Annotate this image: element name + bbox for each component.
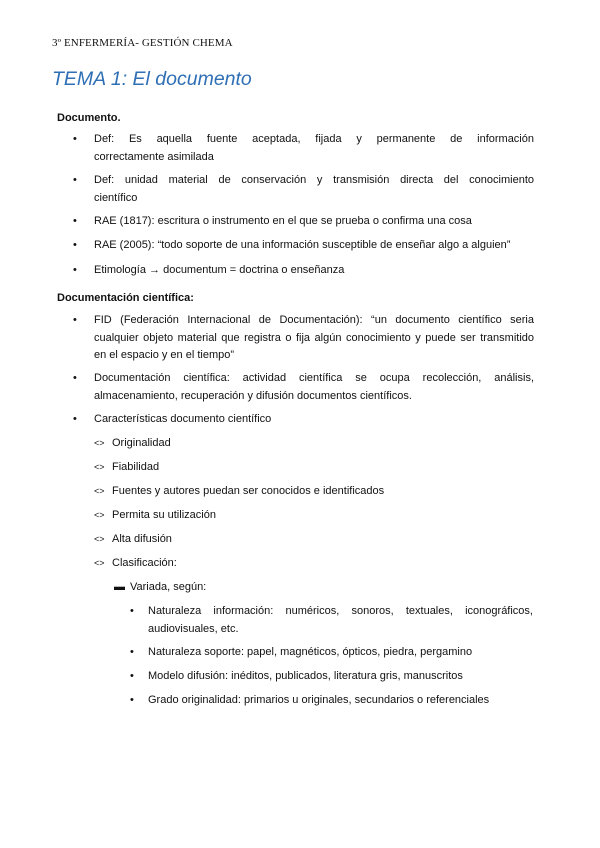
list-item bbox=[94, 131, 534, 166]
section-heading-documento: Documento. bbox=[57, 112, 121, 124]
section-heading-documentacion-cientifica: Documentación científica: bbox=[57, 292, 194, 304]
list-item-line: audiovisuales, etc. bbox=[148, 622, 239, 635]
arrow-bullet-icon: <> bbox=[94, 510, 105, 520]
list-item bbox=[94, 262, 534, 280]
list-item-line: Def: unidad material de conservación y transmisión directa del conocimiento bbox=[94, 174, 534, 186]
list-item: Fuentes y autores puedan ser conocidos e identificados bbox=[112, 485, 385, 497]
bullet-icon: • bbox=[73, 174, 77, 186]
list-item bbox=[94, 237, 534, 255]
arrow-bullet-icon: <> bbox=[94, 462, 105, 472]
page-header: 3º ENFERMERÍA- GESTIÓN CHEMA bbox=[52, 37, 233, 49]
bullet-icon: • bbox=[130, 646, 134, 658]
list-item-line: cualquier objeto material que registra o fija algún conocimiento y puede ser transmitido bbox=[94, 331, 534, 344]
list-item-line: Naturaleza soporte: papel, magnéticos, ópticos, piedra, pergamino bbox=[148, 646, 473, 658]
bullet-icon: • bbox=[73, 264, 77, 276]
list-item-line: Documentación científica: actividad científica se ocupa recolección, análisis, bbox=[94, 372, 534, 384]
list-item-line: RAE (1817): escritura o instrumento en el que se prueba o confirma una cosa bbox=[94, 215, 472, 227]
bullet-icon: • bbox=[73, 239, 77, 251]
bullet-icon: • bbox=[73, 413, 77, 425]
list-item-line: en el espacio y en el tiempo” bbox=[94, 349, 235, 361]
list-item: Permita su utilización bbox=[112, 509, 216, 521]
list-item bbox=[94, 370, 534, 405]
list-item bbox=[148, 668, 533, 686]
list-item-line: almacenamiento, recuperación y difusión documentos científicos. bbox=[94, 389, 412, 402]
list-item-line: RAE (2005): “todo soporte de una información susceptible de enseñar algo a alguien” bbox=[94, 239, 511, 251]
bullet-icon: • bbox=[73, 133, 77, 145]
list-item: Fiabilidad bbox=[112, 461, 160, 473]
list-item-line: Modelo difusión: inéditos, publicados, literatura gris, manuscritos bbox=[148, 670, 463, 682]
list-item bbox=[94, 411, 534, 429]
list-item-line: Grado originalidad: primarios u originales, secundarios o referenciales bbox=[148, 694, 490, 706]
list-item: Variada, según: bbox=[130, 581, 207, 593]
arrow-bullet-icon: <> bbox=[94, 438, 105, 448]
list-item-line: FID (Federación Internacional de Documentación): “un documento científico seria bbox=[94, 314, 534, 326]
list-item: Originalidad bbox=[112, 437, 171, 449]
list-item bbox=[94, 213, 534, 231]
list-item bbox=[148, 603, 533, 638]
list-item-line: correctamente asimilada bbox=[94, 150, 214, 163]
arrow-bullet-icon: <> bbox=[94, 534, 105, 544]
list-item-line: Características documento científico bbox=[94, 413, 272, 425]
bullet-icon: • bbox=[130, 670, 134, 682]
bullet-icon: • bbox=[130, 694, 134, 706]
list-item-line: Def: Es aquella fuente aceptada, fijada y permanente de información bbox=[94, 133, 534, 145]
arrow-bullet-icon: <> bbox=[94, 486, 105, 496]
list-item bbox=[94, 312, 534, 365]
bullet-icon: • bbox=[130, 605, 134, 617]
list-item-line: Etimología → documentum = doctrina o enseñanza bbox=[94, 264, 345, 276]
bullet-icon: • bbox=[73, 215, 77, 227]
arrow-bullet-icon: <> bbox=[94, 558, 105, 568]
list-item-line: Naturaleza información: numéricos, sonoros, textuales, iconográficos, bbox=[148, 605, 533, 617]
list-item bbox=[148, 692, 533, 710]
list-item-line: científico bbox=[94, 191, 138, 204]
list-item bbox=[148, 644, 533, 662]
bullet-icon: • bbox=[73, 314, 77, 326]
dash-bullet-icon: ▬ bbox=[114, 581, 125, 593]
list-item: Clasificación: bbox=[112, 557, 177, 569]
bullet-icon: • bbox=[73, 372, 77, 384]
list-item bbox=[94, 172, 534, 207]
page-title: TEMA 1: El documento bbox=[52, 68, 252, 90]
list-item: Alta difusión bbox=[112, 533, 172, 545]
